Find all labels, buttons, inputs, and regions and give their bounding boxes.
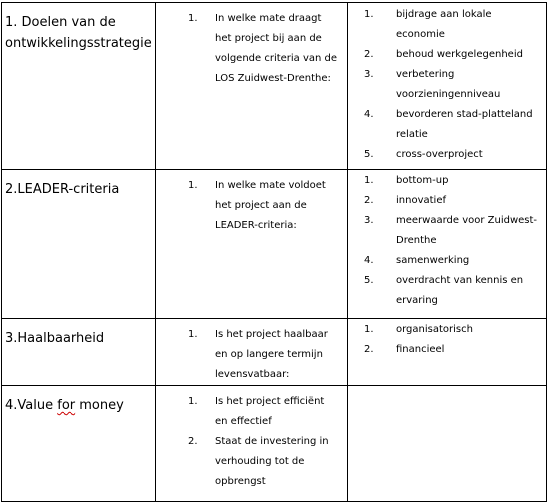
list-item <box>156 9 347 89</box>
list-text: organisatorisch <box>396 324 473 335</box>
list-item <box>348 320 546 340</box>
table-row <box>2 319 547 386</box>
criteria-list <box>348 3 546 165</box>
row-heading <box>2 170 155 200</box>
list-number: 5. <box>364 149 374 160</box>
list-item <box>156 176 347 236</box>
list-number: 1. <box>188 329 198 340</box>
list-text: In welke mate draagt het project bij aan de volgende criteria van de LOS Zuidwest-Drenthe: <box>215 13 338 84</box>
list-item <box>348 271 546 311</box>
spelling-flagged-word: for <box>57 398 76 413</box>
row-heading-line: ontwikkelingsstrategie <box>5 36 152 51</box>
list-text: Staat de investering in verhouding tot de opbrengst <box>215 436 329 487</box>
list-number: 3. <box>364 215 374 226</box>
row-heading-cell <box>2 3 156 170</box>
list-item <box>348 105 546 145</box>
list-text: Is het project haalbaar en op langere termijn levensvatbaar: <box>215 329 328 380</box>
list-number: 3. <box>364 69 374 80</box>
list-number: 2. <box>364 344 374 355</box>
list-number: 1. <box>364 9 374 20</box>
table-row <box>2 3 547 170</box>
list-text: meerwaarde voor Zuidwest-Drenthe <box>396 215 538 246</box>
list-item <box>348 191 546 211</box>
list-text: overdracht van kennis en ervaring <box>396 275 524 306</box>
list-number: 1. <box>188 396 198 407</box>
list-item <box>348 45 546 65</box>
list-text: verbetering voorzieningenniveau <box>396 69 501 100</box>
row-heading-cell <box>2 170 156 319</box>
row-heading <box>2 3 155 54</box>
row-heading <box>2 319 155 349</box>
list-text: In welke mate voldoet het project aan de LEADER-criteria: <box>215 180 326 231</box>
list-item <box>348 145 546 165</box>
list-number: 1. <box>188 180 198 191</box>
question-cell <box>156 3 348 170</box>
criteria-cell <box>348 170 547 319</box>
list-item <box>156 432 347 492</box>
list-text: samenwerking <box>396 255 470 266</box>
table-row <box>2 386 547 502</box>
list-item <box>348 211 546 251</box>
criteria-table <box>1 2 547 502</box>
row-heading-line: 3.Haalbaarheid <box>5 331 105 346</box>
list-text: bevorderen stad-platteland relatie <box>396 109 533 140</box>
question-list <box>156 319 347 385</box>
list-item <box>348 340 546 360</box>
list-text: bijdrage aan lokale economie <box>396 9 492 40</box>
list-item <box>348 5 546 45</box>
row-heading-part: money <box>75 398 124 413</box>
list-number: 2. <box>364 49 374 60</box>
list-text: behoud werkgelegenheid <box>396 49 523 60</box>
row-heading-part: 4.Value <box>5 398 58 413</box>
row-heading-line: 1. Doelen van de <box>5 15 116 30</box>
list-text: innovatief <box>396 195 446 206</box>
list-text: cross-overproject <box>396 149 483 160</box>
question-list <box>156 170 347 236</box>
list-item <box>156 392 347 432</box>
list-text: Is het project efficiënt en effectief <box>215 396 325 427</box>
question-cell <box>156 170 348 319</box>
row-heading-cell <box>2 386 156 502</box>
criteria-list <box>348 170 546 311</box>
list-item <box>348 171 546 191</box>
list-number: 1. <box>188 13 198 24</box>
list-text: financieel <box>396 344 445 355</box>
question-list <box>156 3 347 89</box>
list-item <box>156 325 347 385</box>
list-number: 2. <box>188 436 198 447</box>
question-list <box>156 386 347 492</box>
criteria-cell <box>348 3 547 170</box>
list-number: 1. <box>364 324 374 335</box>
criteria-cell <box>348 319 547 386</box>
row-heading-cell <box>2 319 156 386</box>
list-number: 1. <box>364 175 374 186</box>
list-number: 5. <box>364 275 374 286</box>
list-number: 4. <box>364 255 374 266</box>
row-heading-line: 2.LEADER-criteria <box>5 182 120 197</box>
list-number: 2. <box>364 195 374 206</box>
criteria-list <box>348 319 546 360</box>
list-text: bottom-up <box>396 175 449 186</box>
list-item <box>348 65 546 105</box>
row-heading <box>2 386 155 416</box>
list-item <box>348 251 546 271</box>
question-cell <box>156 386 348 502</box>
criteria-cell-empty <box>348 386 547 502</box>
list-number: 4. <box>364 109 374 120</box>
table-row <box>2 170 547 319</box>
question-cell <box>156 319 348 386</box>
